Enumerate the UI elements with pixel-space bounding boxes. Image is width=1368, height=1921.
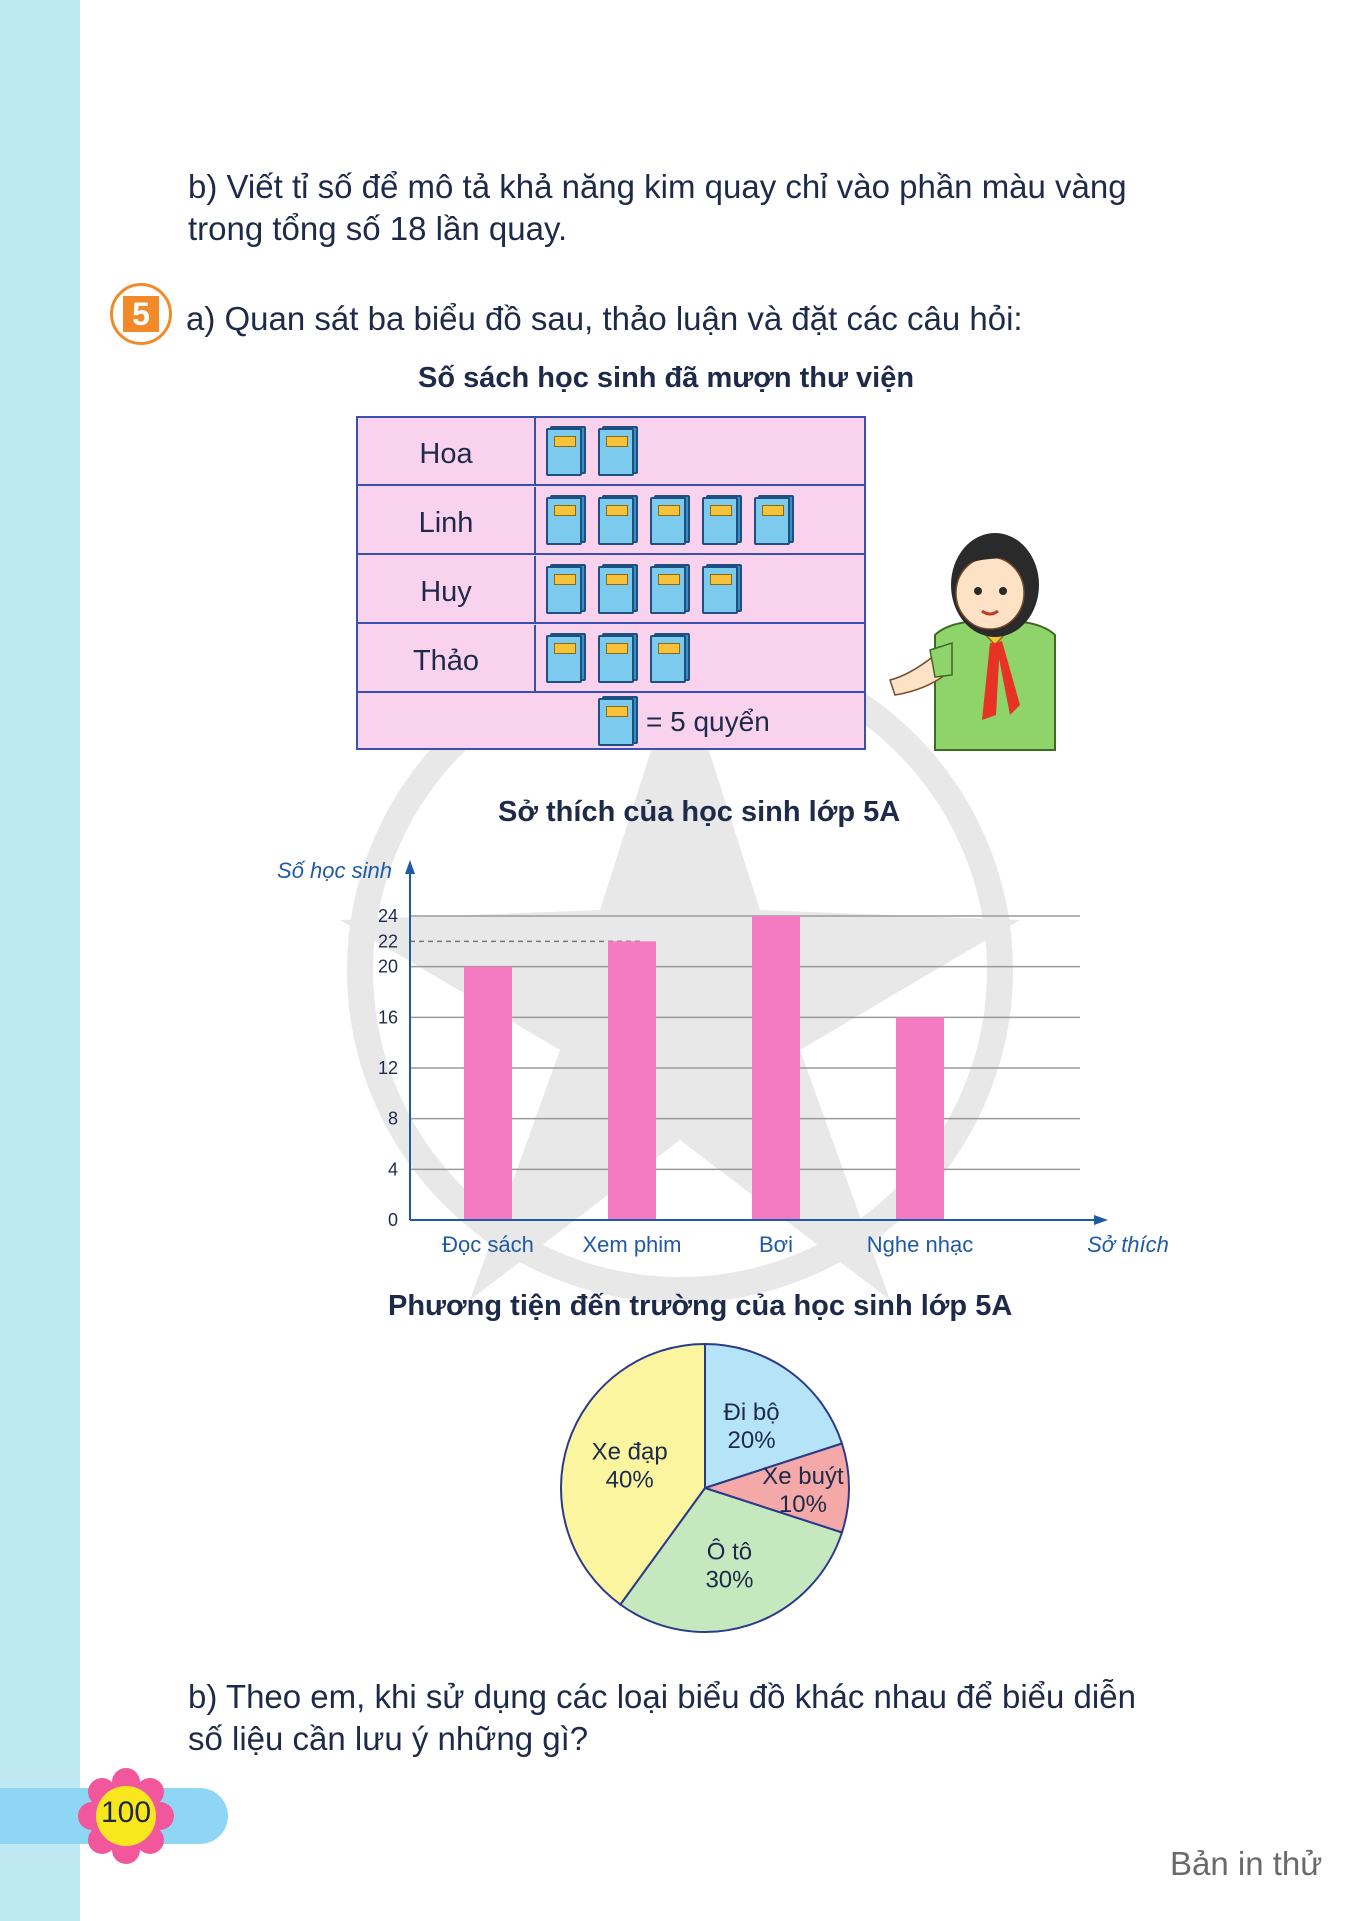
book-icon xyxy=(546,495,586,545)
bar-chart-y-tick-label: 8 xyxy=(387,1108,398,1129)
left-margin-strip xyxy=(0,0,80,1921)
pictograph-row-name: Thảo xyxy=(358,625,536,691)
pie-slice-label: Xe đạp xyxy=(591,1438,668,1466)
pie-chart xyxy=(540,1338,870,1638)
footer-draft-label: Bản in thử xyxy=(1170,1845,1323,1882)
pictograph-row-icons xyxy=(546,564,754,616)
bar-chart-category-label: Nghe nhạc xyxy=(866,1232,974,1257)
pie-chart-title: Phương tiện đến trường của học sinh lớp 5A xyxy=(388,1290,1013,1322)
bar-chart-y-tick-label: 22 xyxy=(377,931,398,952)
pie-slice-percent: 40% xyxy=(605,1466,654,1494)
book-icon xyxy=(598,633,638,683)
pictograph-table xyxy=(356,416,866,750)
bar-chart-y-axis-arrow xyxy=(405,860,415,874)
pictograph-row xyxy=(358,487,864,555)
bar-chart-category-label: Đọc sách xyxy=(442,1232,534,1257)
book-icon xyxy=(754,495,794,545)
book-icon xyxy=(650,633,690,683)
book-icon xyxy=(650,495,690,545)
book-icon xyxy=(598,495,638,545)
bar-chart-title: Sở thích của học sinh lớp 5A xyxy=(498,796,901,828)
bar-chart-y-axis-title: Số học sinh xyxy=(277,858,392,883)
book-icon xyxy=(546,426,586,476)
book-icon xyxy=(702,495,742,545)
bar-chart-bar xyxy=(464,967,512,1220)
pictograph-row xyxy=(358,556,864,624)
pictograph-row-name: Hoa xyxy=(358,418,536,484)
book-icon xyxy=(546,564,586,614)
exercise-number: 5 xyxy=(123,296,159,332)
question-b-line2: số liệu cần lưu ý những gì? xyxy=(188,1720,589,1757)
book-icon xyxy=(598,426,638,476)
book-icon xyxy=(650,564,690,614)
bar-chart-category-label: Bơi xyxy=(759,1232,793,1257)
bar-chart-y-tick-label: 16 xyxy=(377,1007,398,1028)
pictograph-row xyxy=(358,418,864,486)
book-icon xyxy=(702,564,742,614)
pie-slice-percent: 20% xyxy=(727,1426,776,1454)
exercise-number-badge xyxy=(110,283,172,345)
pictograph-row-name: Linh xyxy=(358,487,536,553)
bar-chart-y-tick-label: 20 xyxy=(377,956,398,977)
pie-slice-label: Ô tô xyxy=(706,1538,753,1566)
pie-slice-label: Đi bộ xyxy=(723,1398,780,1426)
bar-chart-x-axis-arrow xyxy=(1094,1215,1108,1225)
pictograph-title: Số sách học sinh đã mượn thư viện xyxy=(418,362,915,394)
book-icon xyxy=(546,633,586,683)
question-b-line1: b) Theo em, khi sử dụng các loại biểu đồ khác nhau để biểu diễn xyxy=(188,1678,1136,1715)
pictograph-row xyxy=(358,625,864,693)
page-number: 100 xyxy=(100,1796,152,1829)
girl-student-illustration xyxy=(890,525,1080,750)
bar-chart-x-axis-title: Sở thích xyxy=(1087,1232,1169,1257)
instruction-b-line1: b) Viết tỉ số để mô tả khả năng kim quay chỉ vào phần màu vàng xyxy=(188,168,1127,205)
bar-chart-y-tick-label: 24 xyxy=(377,906,398,926)
bar-chart xyxy=(260,850,1169,1260)
exercise-a-text: a) Quan sát ba biểu đồ sau, thảo luận và đặt các câu hỏi: xyxy=(186,300,1023,337)
bar-chart-bar xyxy=(608,941,656,1220)
bar-chart-y-tick-label: 12 xyxy=(377,1058,398,1078)
pictograph-row-icons xyxy=(546,633,702,685)
bar-chart-bar xyxy=(896,1017,944,1220)
bar-chart-y-tick-label: 4 xyxy=(387,1159,398,1180)
pictograph-row-name: Huy xyxy=(358,556,536,622)
bar-chart-y-tick-label: 0 xyxy=(387,1210,398,1230)
pie-slice-percent: 30% xyxy=(705,1566,754,1594)
bar-chart-category-label: Xem phim xyxy=(582,1232,682,1257)
pie-slice-percent: 10% xyxy=(778,1491,827,1518)
instruction-b-line2: trong tổng số 18 lần quay. xyxy=(188,210,568,247)
book-icon xyxy=(598,696,638,746)
pictograph-legend-text: = 5 quyển xyxy=(646,706,770,737)
pictograph-row-icons xyxy=(546,495,806,547)
bar-chart-bar xyxy=(752,916,800,1220)
pie-slice-label: Xe buýt xyxy=(762,1463,844,1490)
pictograph-legend xyxy=(358,694,864,748)
book-icon xyxy=(598,564,638,614)
pictograph-row-icons xyxy=(546,426,650,478)
